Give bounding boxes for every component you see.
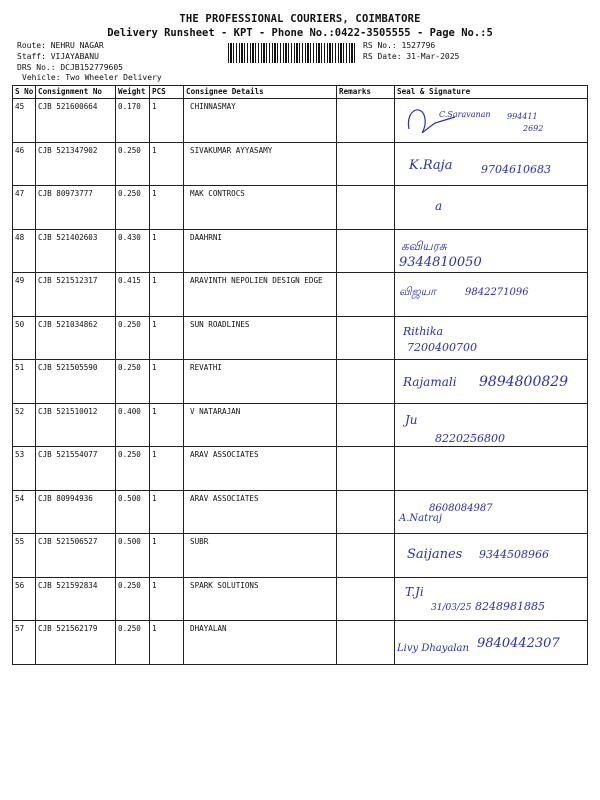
cell-consignee: MAK CONTROCS bbox=[184, 186, 337, 230]
signature-text: Rithika bbox=[403, 324, 444, 338]
cell-remarks bbox=[337, 273, 395, 317]
signature-text: 9842271096 bbox=[465, 287, 529, 298]
signature-text: 9840442307 bbox=[477, 636, 560, 651]
cell-pcs: 1 bbox=[150, 316, 184, 360]
cell-signature bbox=[395, 316, 588, 360]
cell-pcs: 1 bbox=[150, 403, 184, 447]
handwritten-signature bbox=[395, 404, 588, 446]
cell-sno: 45 bbox=[13, 99, 36, 143]
cell-signature bbox=[395, 186, 588, 230]
cell-remarks bbox=[337, 577, 395, 621]
handwritten-signature bbox=[395, 360, 588, 402]
handwritten-signature bbox=[395, 491, 588, 533]
table-row bbox=[13, 99, 588, 143]
signature-text: 8220256800 bbox=[435, 431, 505, 445]
cell-pcs: 1 bbox=[150, 534, 184, 578]
cell-weight: 0.430 bbox=[116, 229, 150, 273]
cell-sno: 50 bbox=[13, 316, 36, 360]
signature-text: கவியரசு bbox=[401, 238, 447, 253]
table-row bbox=[13, 403, 588, 447]
cell-weight: 0.250 bbox=[116, 577, 150, 621]
cell-consignment-no: CJB 521592834 bbox=[36, 577, 116, 621]
cell-sno: 48 bbox=[13, 229, 36, 273]
cell-consignment-no: CJB 521600664 bbox=[36, 99, 116, 143]
col-header-consignee: Consignee Details bbox=[184, 86, 337, 99]
cell-signature bbox=[395, 360, 588, 404]
cell-signature bbox=[395, 577, 588, 621]
cell-weight: 0.500 bbox=[116, 534, 150, 578]
company-title: THE PROFESSIONAL COURIERS, COIMBATORE bbox=[179, 13, 421, 25]
cell-weight: 0.250 bbox=[116, 621, 150, 665]
cell-sno: 53 bbox=[13, 447, 36, 491]
cell-signature bbox=[395, 99, 588, 143]
cell-consignee: SIVAKUMAR AYYASAMY bbox=[184, 142, 337, 186]
cell-pcs: 1 bbox=[150, 360, 184, 404]
cell-consignee: V NATARAJAN bbox=[184, 403, 337, 447]
col-header-signature: Seal & Signature bbox=[395, 86, 588, 99]
cell-remarks bbox=[337, 229, 395, 273]
cell-consignee: ARAV ASSOCIATES bbox=[184, 447, 337, 491]
cell-pcs: 1 bbox=[150, 142, 184, 186]
cell-consignment-no: CJB 521347902 bbox=[36, 142, 116, 186]
col-header-consignment: Consignment No bbox=[36, 86, 116, 99]
cell-pcs: 1 bbox=[150, 577, 184, 621]
col-header-remarks: Remarks bbox=[337, 86, 395, 99]
handwritten-signature bbox=[395, 317, 588, 359]
cell-consignment-no: CJB 521402603 bbox=[36, 229, 116, 273]
cell-consignee: DHAYALAN bbox=[184, 621, 337, 665]
cell-consignee: SPARK SOLUTIONS bbox=[184, 577, 337, 621]
handwritten-signature: 2 bbox=[395, 447, 588, 489]
table-row bbox=[13, 447, 588, 491]
rs-no-label: RS No.: 1527796 bbox=[363, 41, 436, 50]
signature-text: K.Raja bbox=[409, 157, 453, 173]
handwritten-signature bbox=[395, 143, 588, 185]
barcode-image bbox=[228, 43, 356, 63]
signature-text: Livy Dhayalan bbox=[397, 643, 469, 654]
cell-consignee: REVATHI bbox=[184, 360, 337, 404]
vehicle-label: Vehicle: Two Wheeler Delivery bbox=[22, 73, 162, 82]
cell-signature bbox=[395, 403, 588, 447]
cell-pcs: 1 bbox=[150, 186, 184, 230]
handwritten-signature bbox=[395, 186, 588, 228]
signature-text: 31/03/25 bbox=[431, 602, 472, 613]
cell-consignment-no: CJB 80973777 bbox=[36, 186, 116, 230]
cell-signature bbox=[395, 621, 588, 665]
cell-sno: 57 bbox=[13, 621, 36, 665]
table-row bbox=[13, 229, 588, 273]
cell-remarks bbox=[337, 360, 395, 404]
table-row bbox=[13, 490, 588, 534]
runsheet-subtitle: Delivery Runsheet - KPT - Phone No.:0422-3505555 - Page No.:5 bbox=[107, 27, 493, 39]
cell-signature bbox=[395, 534, 588, 578]
cell-consignment-no: CJB 80994936 bbox=[36, 490, 116, 534]
signature-text: Saijanes bbox=[407, 547, 463, 562]
handwritten-signature bbox=[395, 99, 588, 141]
handwritten-signature bbox=[395, 273, 588, 315]
cell-consignment-no: CJB 521510012 bbox=[36, 403, 116, 447]
handwritten-signature bbox=[395, 578, 588, 620]
cell-weight: 0.170 bbox=[116, 99, 150, 143]
cell-weight: 0.500 bbox=[116, 490, 150, 534]
table-row bbox=[13, 186, 588, 230]
signature-text: Rajamali bbox=[403, 375, 457, 389]
cell-remarks bbox=[337, 447, 395, 491]
signature-text: 994411 bbox=[507, 112, 538, 121]
cell-pcs: 1 bbox=[150, 229, 184, 273]
staff-label: Staff: VIJAYABANU bbox=[17, 52, 99, 61]
drs-label: DRS No.: DCJB152779605 bbox=[17, 63, 123, 72]
signature-text: 9894800829 bbox=[479, 374, 569, 390]
cell-consignment-no: CJB 521506527 bbox=[36, 534, 116, 578]
cell-remarks bbox=[337, 403, 395, 447]
rs-date-label: RS Date: 31-Mar-2025 bbox=[363, 52, 460, 61]
route-label: Route: NEHRU NAGAR bbox=[17, 41, 104, 50]
cell-signature bbox=[395, 142, 588, 186]
cell-weight: 0.250 bbox=[116, 447, 150, 491]
cell-consignee: SUBR bbox=[184, 534, 337, 578]
signature-text: 8608084987 bbox=[429, 502, 493, 514]
table-row bbox=[13, 534, 588, 578]
cell-consignee: SUN ROADLINES bbox=[184, 316, 337, 360]
cell-sno: 55 bbox=[13, 534, 36, 578]
cell-pcs: 1 bbox=[150, 447, 184, 491]
cell-sno: 54 bbox=[13, 490, 36, 534]
runsheet-table bbox=[12, 85, 588, 665]
cell-pcs: 1 bbox=[150, 99, 184, 143]
cell-remarks bbox=[337, 186, 395, 230]
handwritten-signature bbox=[395, 534, 588, 576]
cell-signature bbox=[395, 229, 588, 273]
cell-sno: 49 bbox=[13, 273, 36, 317]
signature-text: விஜயா bbox=[399, 285, 436, 298]
table-row bbox=[13, 316, 588, 360]
cell-signature bbox=[395, 273, 588, 317]
cell-remarks bbox=[337, 99, 395, 143]
signature-text: T.Ji bbox=[405, 584, 424, 599]
cell-signature bbox=[395, 490, 588, 534]
cell-weight: 0.250 bbox=[116, 316, 150, 360]
cell-consignee: ARAVINTH NEPOLIEN DESIGN EDGE bbox=[184, 273, 337, 317]
signature-text: a bbox=[435, 199, 443, 213]
cell-consignment-no: CJB 521554077 bbox=[36, 447, 116, 491]
signature-text: 9704610683 bbox=[481, 162, 551, 176]
cell-consignment-no: CJB 521562179 bbox=[36, 621, 116, 665]
cell-remarks bbox=[337, 534, 395, 578]
table-body bbox=[13, 99, 588, 665]
col-header-pcs: PCS bbox=[150, 86, 184, 99]
cell-weight: 0.400 bbox=[116, 403, 150, 447]
table-row bbox=[13, 621, 588, 665]
cell-pcs: 1 bbox=[150, 273, 184, 317]
signature-text: A.Natraj bbox=[399, 512, 442, 524]
cell-weight: 0.250 bbox=[116, 186, 150, 230]
cell-consignee: ARAV ASSOCIATES bbox=[184, 490, 337, 534]
signature-text: Ju bbox=[405, 412, 418, 427]
cell-consignee: CHINNASMAY bbox=[184, 99, 337, 143]
cell-sno: 46 bbox=[13, 142, 36, 186]
cell-consignment-no: CJB 521505590 bbox=[36, 360, 116, 404]
cell-weight: 0.250 bbox=[116, 360, 150, 404]
handwritten-signature bbox=[395, 230, 588, 272]
cell-pcs: 1 bbox=[150, 490, 184, 534]
cell-remarks bbox=[337, 142, 395, 186]
table-header-row bbox=[13, 86, 588, 99]
signature-text: C.Saravanan bbox=[439, 110, 491, 119]
signature-text: 7200400700 bbox=[407, 340, 477, 354]
cell-sno: 47 bbox=[13, 186, 36, 230]
signature-text: 8248981885 bbox=[475, 599, 545, 613]
cell-weight: 0.250 bbox=[116, 142, 150, 186]
col-header-weight: Weight bbox=[116, 86, 150, 99]
cell-consignment-no: CJB 521512317 bbox=[36, 273, 116, 317]
col-header-sno: S No bbox=[13, 86, 36, 99]
cell-consignee: DAAHRNI bbox=[184, 229, 337, 273]
cell-sno: 52 bbox=[13, 403, 36, 447]
cell-remarks bbox=[337, 316, 395, 360]
table-row bbox=[13, 577, 588, 621]
cell-consignment-no: CJB 521034862 bbox=[36, 316, 116, 360]
signature-text: 2692 bbox=[523, 124, 544, 133]
cell-weight: 0.415 bbox=[116, 273, 150, 317]
cell-sno: 51 bbox=[13, 360, 36, 404]
table-row bbox=[13, 360, 588, 404]
table-row bbox=[13, 273, 588, 317]
cell-sno: 56 bbox=[13, 577, 36, 621]
cell-pcs: 1 bbox=[150, 621, 184, 665]
cell-signature bbox=[353, 447, 588, 491]
signature-text: 9344508966 bbox=[479, 548, 549, 561]
signature-text: 9344810050 bbox=[399, 254, 482, 270]
cell-remarks bbox=[337, 490, 395, 534]
cell-remarks bbox=[337, 621, 395, 665]
table-row bbox=[13, 142, 588, 186]
handwritten-signature bbox=[395, 621, 588, 663]
